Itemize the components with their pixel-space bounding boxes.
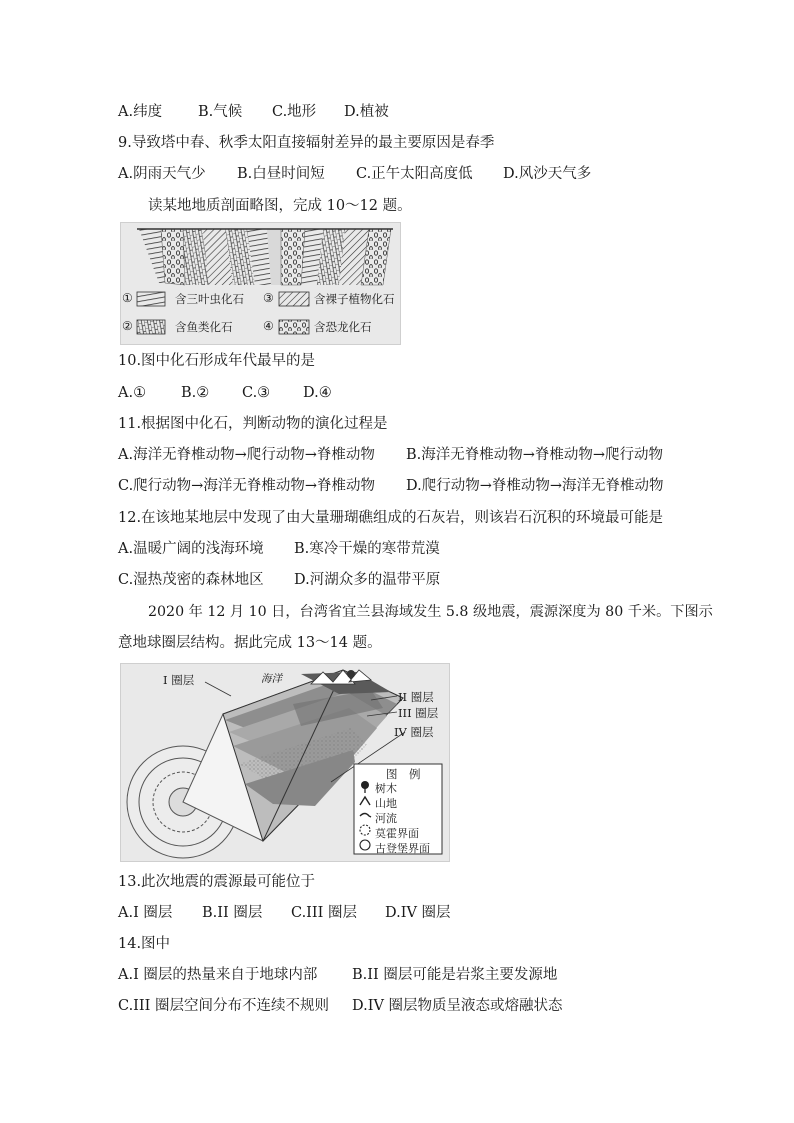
q10-option-b: B.② xyxy=(181,385,210,401)
legend-num-2: ② xyxy=(122,319,133,333)
q10-option-d: D.④ xyxy=(303,385,332,401)
legend-label-4: 含恐龙化石 xyxy=(314,320,372,334)
q11-option-d: D.爬行动物→脊椎动物→海洋无脊椎动物 xyxy=(406,478,664,494)
intro-13-14-line1: 2020 年 12 月 10 日，台湾省宜兰县海域发生 5.8 级地震，震源深度为 80 千米。下图示 xyxy=(148,604,713,620)
q9-option-b: B.白昼时间短 xyxy=(237,166,325,182)
q11-options-row1 xyxy=(118,445,663,465)
q10-stem: 10.图中化石形成年代最早的是 xyxy=(118,353,316,369)
legend-mountain-label: 山地 xyxy=(375,797,397,810)
legend-label-3: 含裸子植物化石 xyxy=(314,292,395,306)
legend-swatch-2 xyxy=(137,320,165,334)
q11-option-a: A.海洋无脊椎动物→爬行动物→脊椎动物 xyxy=(118,447,375,463)
legend-river-label: 河流 xyxy=(375,812,397,825)
layer-4-label: IV 圈层 xyxy=(394,725,434,739)
layer-3-label: III 圈层 xyxy=(398,706,439,720)
legend-num-1: ① xyxy=(122,291,133,305)
q13-option-b: B.II 圈层 xyxy=(202,905,263,921)
q9-option-c: C.正午太阳高度低 xyxy=(356,166,473,182)
q11-option-c: C.爬行动物→海洋无脊椎动物→脊椎动物 xyxy=(118,478,375,494)
q8-options xyxy=(118,102,389,122)
geologic-section-figure xyxy=(120,222,401,345)
q10-option-c: C.③ xyxy=(242,385,271,401)
legend-num-4: ④ xyxy=(263,319,274,333)
legend-title: 图 例 xyxy=(386,767,421,781)
legend-label-2: 含鱼类化石 xyxy=(175,320,233,334)
q11-options-row2 xyxy=(118,476,664,496)
q10-options xyxy=(118,383,332,403)
q14-options-row2 xyxy=(118,996,563,1016)
q14-option-b: B.II 圈层可能是岩浆主要发源地 xyxy=(352,967,558,983)
q12-options-row2 xyxy=(118,570,440,590)
q9-option-a: A.阴雨天气少 xyxy=(118,166,206,182)
layer-1-label: I 圈层 xyxy=(163,673,195,687)
earth-layers-figure xyxy=(120,663,450,862)
q12-option-c: C.湿热茂密的森林地区 xyxy=(118,572,264,588)
q8-option-c: C.地形 xyxy=(272,104,317,120)
q8-option-d: D.植被 xyxy=(344,104,389,120)
legend-swatch-1 xyxy=(137,292,165,306)
q9-option-d: D.风沙天气多 xyxy=(503,166,592,182)
q14-options-row1 xyxy=(118,965,557,985)
q11-option-b: B.海洋无脊椎动物→脊椎动物→爬行动物 xyxy=(406,447,664,463)
layer-2-label: II 圈层 xyxy=(398,690,434,704)
q12-stem: 12.在该地某地层中发现了由大量珊瑚礁组成的石灰岩，则该岩石沉积的环境最可能是 xyxy=(118,510,664,526)
q8-option-a: A.纬度 xyxy=(118,104,163,120)
q14-option-d: D.IV 圈层物质呈液态或熔融状态 xyxy=(352,998,563,1014)
q13-option-d: D.IV 圈层 xyxy=(385,905,451,921)
q13-options xyxy=(118,903,451,923)
q12-option-d: D.河湖众多的温带平原 xyxy=(294,572,441,588)
legend-tree-label: 树木 xyxy=(375,782,397,795)
q14-stem: 14.图中 xyxy=(118,936,171,952)
q9-stem: 9.导致塔中春、秋季太阳直接辐射差异的最主要原因是春季 xyxy=(118,135,495,151)
strata-bands xyxy=(137,229,393,285)
ocean-label: 海洋 xyxy=(261,673,282,685)
legend-label-1: 含三叶虫化石 xyxy=(175,292,244,306)
q13-option-c: C.III 圈层 xyxy=(291,905,357,921)
legend-gutenberg-label: 古登堡界面 xyxy=(375,842,430,855)
intro-13-14-line2: 意地球圈层结构。据此完成 13～14 题。 xyxy=(118,635,382,651)
q12-option-b: B.寒冷干燥的寒带荒漠 xyxy=(294,541,440,557)
legend-moho-label: 莫霍界面 xyxy=(375,827,419,840)
legend-swatch-3 xyxy=(279,292,309,306)
q12-options-row1 xyxy=(118,539,440,559)
q13-stem: 13.此次地震的震源最可能位于 xyxy=(118,874,316,890)
legend-num-3: ③ xyxy=(263,291,274,305)
q10-option-a: A.① xyxy=(118,385,147,401)
legend-swatch-4 xyxy=(279,320,309,334)
q14-option-c: C.III 圈层空间分布不连续不规则 xyxy=(118,998,329,1014)
q8-option-b: B.气候 xyxy=(198,104,243,120)
q13-option-a: A.I 圈层 xyxy=(118,905,173,921)
q11-stem: 11.根据图中化石，判断动物的演化过程是 xyxy=(118,416,388,432)
q14-option-a: A.I 圈层的热量来自于地球内部 xyxy=(118,967,318,983)
intro-10-12: 读某地地质剖面略图，完成 10～12 题。 xyxy=(148,198,412,214)
q9-options xyxy=(118,164,591,184)
q12-option-a: A.温暖广阔的浅海环境 xyxy=(118,541,264,557)
